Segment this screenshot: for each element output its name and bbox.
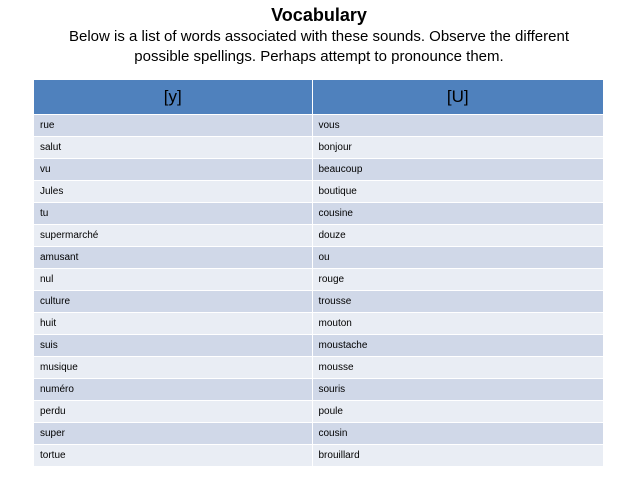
- word-y-sound: vu: [34, 159, 312, 181]
- word-y-sound: culture: [34, 291, 312, 313]
- word-u-sound: cousin: [312, 423, 603, 445]
- page-title: Vocabulary: [271, 5, 367, 25]
- table-row: [34, 423, 603, 445]
- table-row: [34, 335, 603, 357]
- word-y-sound: supermarché: [34, 225, 312, 247]
- instructions-line-2: possible spellings. Perhaps attempt to pronounce them.: [134, 48, 504, 65]
- word-u-sound: boutique: [312, 181, 603, 203]
- word-y-sound: amusant: [34, 247, 312, 269]
- word-y-sound: super: [34, 423, 312, 445]
- word-y-sound: nul: [34, 269, 312, 291]
- word-u-sound: mouton: [312, 313, 603, 335]
- table-row: [34, 291, 603, 313]
- word-y-sound: musique: [34, 357, 312, 379]
- table-row: [34, 445, 603, 467]
- table-row: [34, 203, 603, 225]
- word-u-sound: cousine: [312, 203, 603, 225]
- table-row: [34, 247, 603, 269]
- word-u-sound: brouillard: [312, 445, 603, 467]
- word-u-sound: beaucoup: [312, 159, 603, 181]
- word-u-sound: rouge: [312, 269, 603, 291]
- column-header-u-sound: [U]: [312, 80, 603, 115]
- table-row: [34, 181, 603, 203]
- word-u-sound: souris: [312, 379, 603, 401]
- table-body: [34, 115, 603, 467]
- word-y-sound: tortue: [34, 445, 312, 467]
- word-u-sound: vous: [312, 115, 603, 137]
- word-u-sound: ou: [312, 247, 603, 269]
- instructions-line-1: Below is a list of words associated with these sounds. Observe the different: [69, 28, 569, 45]
- table-row: [34, 357, 603, 379]
- word-y-sound: perdu: [34, 401, 312, 423]
- word-u-sound: bonjour: [312, 137, 603, 159]
- word-y-sound: huit: [34, 313, 312, 335]
- word-y-sound: suis: [34, 335, 312, 357]
- word-u-sound: douze: [312, 225, 603, 247]
- table-row: [34, 137, 603, 159]
- table-header-row: [34, 80, 603, 115]
- table-row: [34, 115, 603, 137]
- word-y-sound: salut: [34, 137, 312, 159]
- table-row: [34, 313, 603, 335]
- word-y-sound: numéro: [34, 379, 312, 401]
- table-row: [34, 269, 603, 291]
- word-u-sound: trousse: [312, 291, 603, 313]
- word-y-sound: Jules: [34, 181, 312, 203]
- table-row: [34, 379, 603, 401]
- word-u-sound: moustache: [312, 335, 603, 357]
- vocabulary-table: [34, 80, 603, 466]
- word-y-sound: tu: [34, 203, 312, 225]
- word-y-sound: rue: [34, 115, 312, 137]
- column-header-y-sound: [y]: [34, 80, 312, 115]
- table-row: [34, 401, 603, 423]
- instructions-text: [30, 27, 608, 67]
- word-u-sound: mousse: [312, 357, 603, 379]
- table-row: [34, 159, 603, 181]
- word-u-sound: poule: [312, 401, 603, 423]
- table-row: [34, 225, 603, 247]
